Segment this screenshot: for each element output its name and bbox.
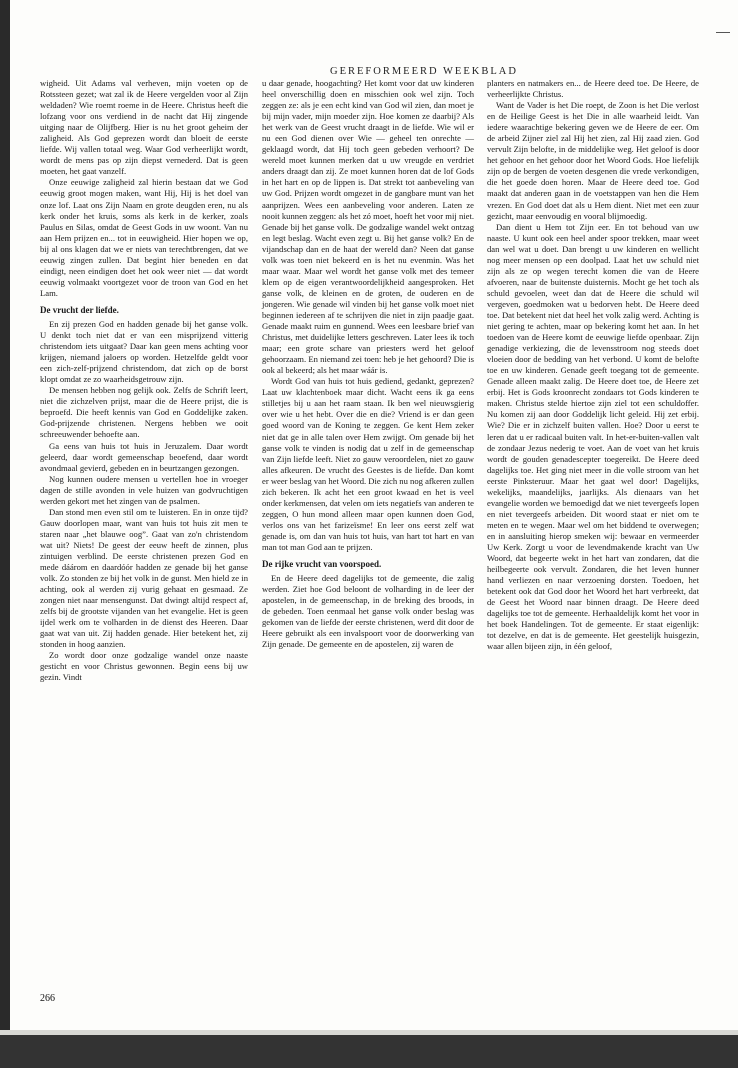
scan-mark [716,32,730,33]
running-header: GEREFORMEERD WEEKBLAD [330,66,518,77]
page-number: 266 [40,993,55,1004]
scan-bottom-edge [0,1035,738,1068]
paragraph: Dan stond men even stil om te luisteren. En in onze tijd? Gauw doorlopen maar, want van huis tot huis zit men te staren naar „het blauwe oog”. Gaat van zo'n christendom wat uit? Niets! De geest der eeuw heeft de zinnen, plus zintuigen verblind. De eerste christenen prezen God en mede dáárom en daardóór hadden ze genade bij het ganse volk. Zo stonden ze bij het volk in de gunst. Men hield ze in achting, ook al werden zij vurig gehaat en gesmaad. Ze zongen niet naar mensengunst. Dat dwingt altijd respect af, zelfs bij de grootste vijanden van het evangelie. Het is geen ijdel werk om te volharden in de dienst des Heeren. Daar gaat wat van uit. Zij hadden genade. Hier betekent het, zij stonden in hoog aanzien. [40,506,248,650]
column-3 [487,78,699,652]
paragraph: En de Heere deed dagelijks tot de gemeente, die zalig werden. Ziet hoe God beloont de volharding in de leer der apostelen, in de gemeenschap, in de breking des broods, in de gebeden. Toen eenmaal het ganse volk onder beslag was gekomen van de liefde der eerste christenen, werd dit door de Heere gebruikt als een invalspoort voor de doorwerking van Zijn genade. De gemeente en de apostelen, zij waren de [262,573,474,650]
paragraph: Zo wordt door onze godzalige wandel onze naaste gesticht en voor Christus gewonnen. Begin eens bij uw gezin. Vindt [40,650,248,683]
paragraph: Ga eens van huis tot huis in Jeruzalem. Daar wordt geleerd, daar wordt gemeenschap beoefend, daar wordt avondmaal gevierd, gebeden en in beurtzangen gezongen. [40,440,248,473]
section-heading: De rijke vrucht van voorspoed. [262,559,382,570]
section-heading: De vrucht der liefde. [40,304,119,315]
paragraph: Nog kunnen oudere mensen u vertellen hoe in vroeger dagen de stille avonden in vele huizen van godvruchtigen werden gekort met het zingen van de psalmen. [40,473,248,506]
paragraph: Want de Vader is het Die roept, de Zoon is het Die verlost en de Heilige Geest is het Die in alle waarheid leidt. Van iedere waarachtige bekering geven we de Heere de eer. Om de arbeid Zijner ziel zal Hij het zien, zal Hij zaad zien. God vervult Zijn belofte, in de middelijke weg. Het geloof is door het gehoor en het gehoor door het Woord Gods. Hoe liefelijk zijn op de bergen de voeten desgenen die vrede verkondigen, die het goede doen horen. Maar de Heere deed toe. God maakt dat anderen gaan in de voetstappen van hen die Hem vrezen. En God doet dat als u Hem dient. Niet met een zuur gezicht, maar eenvoudig en vooral blijmoedig. [487,100,699,221]
scan-left-edge [0,0,10,1068]
paragraph: Wordt God van huis tot huis gediend, gedankt, geprezen? Laat uw klachtenboek maar dicht. Wacht eens ik ga eens stilletjes bij u aan het raam staan. Ik ben wel nieuwsgierig over wie u het hebt. Over die en die? Vriend is er dan geen goed woord van de Koning te zeggen. Ge kent Hem zeker niet dat ge in alle talen over Hem zwijgt. Om genade bij het ganse volk te vinden is nodig dat u zelf in de gemeenschap van Zijn liefde leeft. Niet zo gauw veroordelen, niet zo gauw alles afkeuren. De vrucht des Geestes is de liefde. Dan komt er weer beslag van het Woord. Die zich nu nog afkeren zullen zich bekeren. Ik acht het een groot kwaad en het is veel onder kerkmensen, dat velen om iets negatiefs van anderen te zeggen, O hun mond alleen maar open kunnen doen God, verlos ons van het farizeïsme! En leer ons eerst zelf wat genade is, om dan van huis tot huis, van hart tot hart en van man tot man God aan te prijzen. [262,376,474,552]
paragraph: Dan dient u Hem tot Zijn eer. En tot behoud van uw naaste. U kunt ook een heel ander spoor trekken, maar weet dan wel wat u doet. Dan brengt u uw kinderen en wellicht nog meer mensen op een doolpad. Laat het uw schuld niet zijn als ze op wegen terecht komen die van de Heere afvoeren, naar de buitenste duisternis. Mocht ge het toch als schuld gevoelen, weet dan dat de Heere die schuld wil vergeven, goedmoken wat u bedorven hebt. De Heere deed toe. Dat betekent niet dat heel het volk zalig werd. Achting is niet gering te achten, maar op bekering komt het aan. In het toedoen van de Heere komt de eeuwige liefde openbaar. Zijn genadige verkiezing, die de levensstroom nog steeds doet vloeien door de bedding van het verbond. U komt de belofte toe en uw kinderen. Genade geeft toegang tot de gemeente. Genade alleen maakt zalig. De Heere doet toe, de Heere zet erbij. Het is Gods kroonrecht zondaars tot Gods kinderen te maken. Christus stelde hiertoe zijn ziel tot een schuldoffer. Nu komen zij aan door Goddelijk licht geleid. Hij zet erbij. Wie? Die er in zichzelf buiten vallen. Hoe? Door u eerst te leren dat u er radicaal buiten valt. In het-er-buiten-vallen valt de zondaar Jezus nederig te voet. Aan de voet van het kruis wordt de gouden genadescepter toegereikt. De Heere deed dagelijks toe. Het ging niet meer in die volle stroom van het eerste Pinksteruur. Maar het gaat wel door! Dagelijks, wekelijks, maandelijks, jaarlijks. Als dienaars van het evangelie worden we bemoedigd dat we niet tevergeefs lopen en niet tevergeefs arbeiden. Dit woord staat er niet om te meten en te wegen. Maar wel om het biddend te overwegen; en in aansluiting hierop smeken wij: bewaar en vermeerder Uw Kerk. Zorgt u voor de levendmakende kracht van Uw Woord, dat begeerte wekt in het hart van zondaren, dat die heilbegeerte ook vervult. Zondaren, die het leven hunner hand verliezen en naar verzoening dorsten. Toedoen, het betekent ook dat God door het Woord het hart verbreekt, dat de Geest het Woord naar binnen draagt. De Heere deed dagelijks toe tot de gemeente. Herhaaldelijk komt het voor in het boek Handelingen. Tot de gemeente. Er staat eigenlijk: tot dezelve, en dat is de gemeente. Het geestelijk huisgezin, waar allen bijeen zijn, in één geloof, [487,221,699,652]
column-1 [40,78,248,684]
paragraph: planters en natmakers en... de Heere deed toe. De Heere, de verheerlijkte Christus. [487,78,699,100]
paragraph: u daar genade, hoogachting? Het komt voor dat uw kinderen heel onverschillig doen en misschien ook wel zijn. Toch zeggen ze: als je een echt kind van God wil zien, dan moet je bij mijn vader, mijn moeder zijn. Hoe komen ze daarbij? Als het werk van de Geest vrucht draagt in de liefde. Wie wil er nu een God dienen over Wie — geheel ten onrechte — geklaagd wordt, dat Hij toch geen gebeden verhoort? De wereld moet kunnen merken dat u uw vreugde en verdriet anders draagt dan zij. Ze moet kunnen horen dat de lof Gods in het hart en op de lippen is. Dat strekt tot aanbeveling van uw God. Prijzen wordt omgezet in de gangbare munt van het aanprijzen. Wees een aanbeveling voor anderen. Laten ze nooit kunnen zeggen: als het zó moet, hoeft het voor mij niet. Genade bij het ganse volk. De godzalige wandel wekt ontzag en legt beslag. Wacht even zegt u. Bij het ganse volk? En de vijandschap dan en de haat der wereld dan? Neen dat ganse volk was toen niet bekeerd en is het nu evenmin. Was het maar waar. Maar wel wordt het ganse volk met des temeer klem op de eigen verantwoordelijkheid aangesproken. Het ganse volk, de kleinen en de groten, de ouderen en de jongeren. Wie genade wil vinden bij het ganse volk moet niet beginnen iedereen af te schrijven die niet in zijn paadje gaat. Genade maakt ruim en gunnend. Wees een leesbare brief van Christus, met duidelijke letters geschreven. Later lees ik toch maar; een grote schare van priesters werd het geloof gehoorzaam. En niemand zei toen: heb je het gehoord? Die is ook al bekeerd; als het maar wáár is. [262,78,474,376]
paragraph: De mensen hebben nog gelijk ook. Zelfs de Schrift leert, niet die zichzelven prijst, maar die de Heere prijst, die is beproefd. Die heeft kennis van God en Goddelijke zaken. God-prijzende christenen. Nergens hebben we ooit schreeuwender behoefte aan. [40,385,248,440]
column-2 [262,78,474,650]
paragraph: Onze eeuwige zaligheid zal hierin bestaan dat we God eeuwig groot mogen maken, want Hij, Hij is het doel van onze lof. Laat ons Zijn Naam en grote deugden eren, nu als kerk onder het kruis, soms als kerk in de kerker, zoals Paulus en Silas, omdat de Geest Gods in uw woont. Van nu aan Hem prijzen en... tot in eeuwigheid. Hier hopen we op, bij al ons klagen dat we er niets van terechtbrengen, dat we eeuwig zingen zullen. Dat begint hier beneden en dat eindigt, neen eindigen doet het ook weer niet — dat wordt eeuwig volmaakt voortgezet voor de troon van God en het Lam. [40,177,248,298]
paragraph: En zij prezen God en hadden genade bij het ganse volk. U denkt toch niet dat er van een misprijzend vitterig christendom iets uitgaat? Daar kan geen mens achting voor krijgen, niemand jaloers op worden. Hetzelfde geldt voor een zich-zelf-prijzend christendom, dat zich op de borst klopt omdat ze zo waarheidsgetrouw zijn. [40,318,248,385]
paragraph: wigheid. Uit Adams val verheven, mijn voeten op de Rotssteen gezet; wat zal ik de Heere vergelden voor al Zijn weldaden? Wie roemt roeme in de Heere. Christus heeft die lofzang voor ons verdiend in de nacht dat Hij zingende uitging naar de Olijfberg. Hier is nu het groot geheim der zaligheid. Als God geprezen wordt dan bloeit de eerste liefde. Wij vallen totaal weg. Waar God verheerlijkt wordt, wordt de mens pas op zijn diepst vernederd. Dat is geen moeten, het gaat vanzelf. [40,78,248,177]
